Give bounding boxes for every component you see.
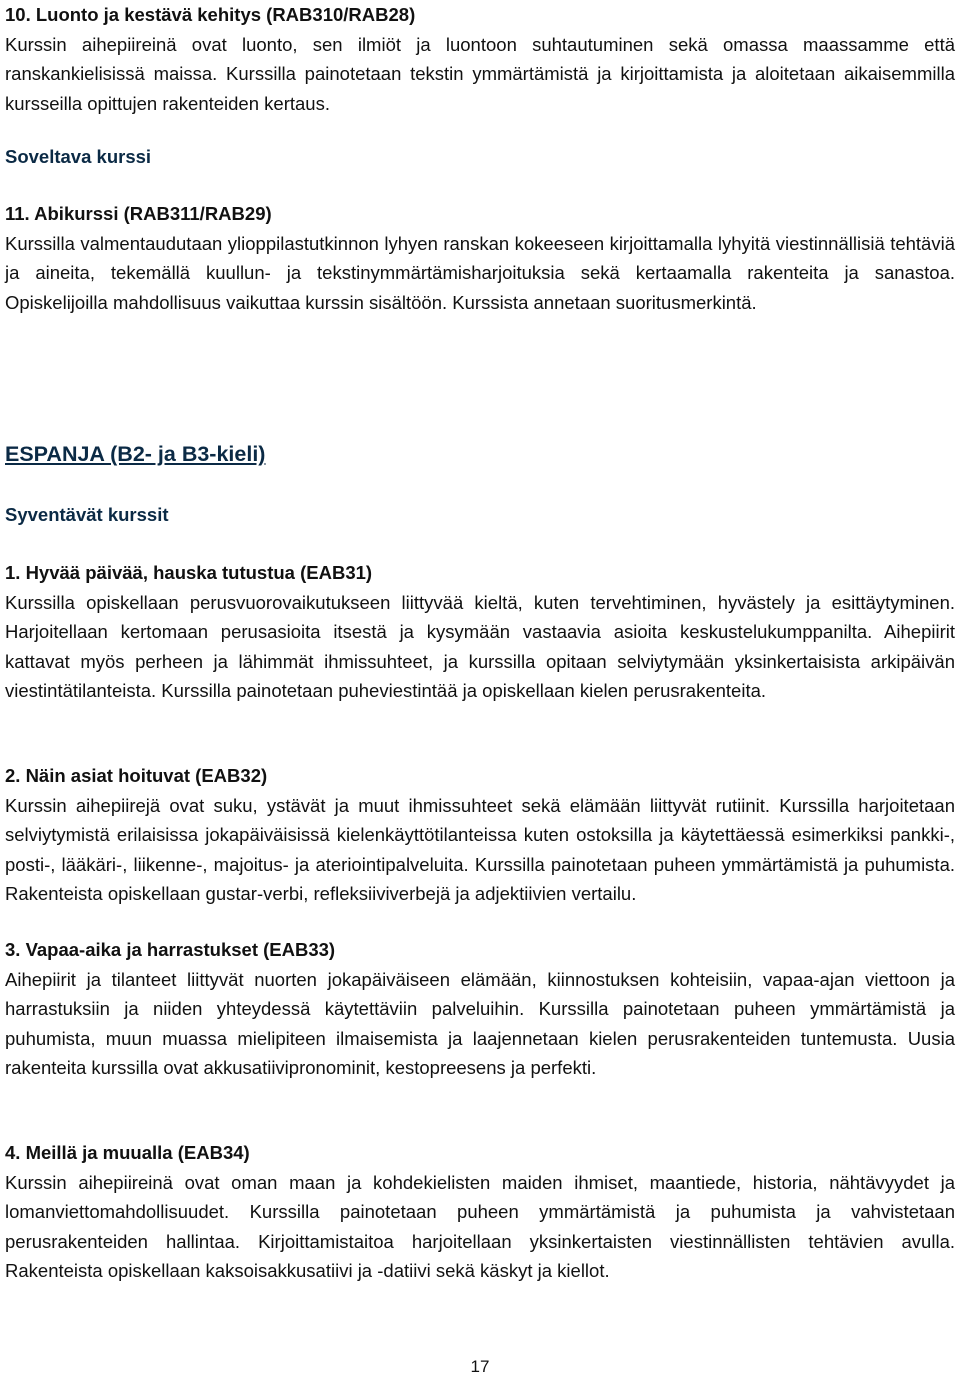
applied-course-heading: Soveltava kurssi [5, 146, 152, 167]
course-11-heading: 11. Abikurssi (RAB311/RAB29) [5, 203, 272, 224]
course-eab31-heading: 1. Hyvää päivää, hauska tutustua (EAB31) [5, 562, 373, 583]
course-eab34 [5, 1138, 955, 1286]
course-eab32-description: Kurssin aihepiirejä ovat suku, ystävät ja muut ihmissuhteet sekä elämään liittyvät rutiinit. Kurssilla harjoitetaan selviytymistä erilaisissa jokapäiväisissä kielenkäyttötilanteissa kuten ostoksilla ja käytettäessä esimerkiksi pankki-, posti-, lääkäri-, liikenne-, majoitus- ja ateriointipalveluita. Kurssilla painotetaan puheen ymmärtämistä ja puhumista. Rakenteista opiskellaan gustar-verbi, refleksiiviverbejä ja adjektiivien vertailu. [5, 794, 955, 904]
spanish-section-title-block [5, 439, 955, 469]
course-11-description: Kurssilla valmentaudutaan ylioppilastutkinnon lyhyen ranskan kokeeseen kirjoittamalla lyhyitä viestinnällisiä tehtäviä ja aineita, tekemällä kuullun- ja tekstinymmärtämisharjoituksia sekä kertaamalla rakenteita ja sanastoa. Opiskelijoilla mahdollisuus vaikuttaa kurssin sisältöön. Kurssista annetaan suoritusmerkintä. [5, 232, 955, 313]
spanish-section-title: ESPANJA (B2- ja B3-kieli) [5, 442, 266, 466]
applied-course-heading-block [5, 142, 955, 172]
course-eab31 [5, 558, 955, 706]
course-10-description: Kurssin aihepiireinä ovat luonto, sen ilmiöt ja luontoon suhtautuminen sekä omassa maassamme että ranskankielisissä maissa. Kurssilla painotetaan tekstin ymmärtämistä ja kirjoittamista ja aloitetaan aikaisemmilla kursseilla opittujen rakenteiden kertaus. [5, 33, 955, 114]
advanced-courses-heading: Syventävät kurssit [5, 504, 169, 525]
course-10 [5, 0, 955, 118]
course-eab34-description: Kurssin aihepiireinä ovat oman maan ja kohdekielisten maiden ihmiset, maantiede, historia, nähtävyydet ja lomanviettomahdollisuudet. Kurssilla painotetaan puheen ymmärtämistä ja puhumista ja vahvistetaan perusrakenteiden hallintaa. Kirjoittamistaitoa harjoitellaan yksinkertaisten viestinnällisten tehtävien avulla. Rakenteista opiskellaan kaksoisakkusatiivi ja -datiivi sekä käskyt ja kiellot. [5, 1171, 955, 1281]
course-eab31-description: Kurssilla opiskellaan perusvuorovaikutukseen liittyvää kieltä, kuten tervehtiminen, hyvästely ja esittäytyminen. Harjoitellaan kertomaan perusasioita itsestä ja kysymään vastaavia asioita keskustelukumppanilta. Aihepiirit kattavat myös perheen ja lähimmät ihmissuhteet, ja kurssilla opitaan selviytymään yksinkertaisista arkipäivän viestintätilanteista. Kurssilla painotetaan puheviestintää ja opiskellaan kielen perusrakenteita. [5, 591, 955, 701]
course-eab34-heading: 4. Meillä ja muualla (EAB34) [5, 1142, 250, 1163]
course-eab33-heading: 3. Vapaa-aika ja harrastukset (EAB33) [5, 939, 336, 960]
advanced-courses-heading-block [5, 500, 955, 530]
page-number: 17 [470, 1357, 490, 1376]
course-eab33-description: Aihepiirit ja tilanteet liittyvät nuorten jokapäiväiseen elämään, kiinnostuksen kohteisiin, vapaa-ajan viettoon ja harrastuksiin ja niiden yhteydessä käytettäviin palveluihin. Kurssilla painotetaan puheen ymmärtämistä ja puhumista, muun muassa mielipiteen ilmaisemista ja laajennetaan kielen perusrakenteiden tuntemusta. Uusia rakenteita kurssilla ovat akkusatiivipronominit, kestopreesens ja perfekti. [5, 968, 955, 1078]
course-eab32-heading: 2. Näin asiat hoituvat (EAB32) [5, 765, 268, 786]
course-eab33 [5, 935, 955, 1083]
course-eab32 [5, 761, 955, 909]
course-10-heading: 10. Luonto ja kestävä kehitys (RAB310/RAB28) [5, 4, 416, 25]
course-11 [5, 199, 955, 317]
